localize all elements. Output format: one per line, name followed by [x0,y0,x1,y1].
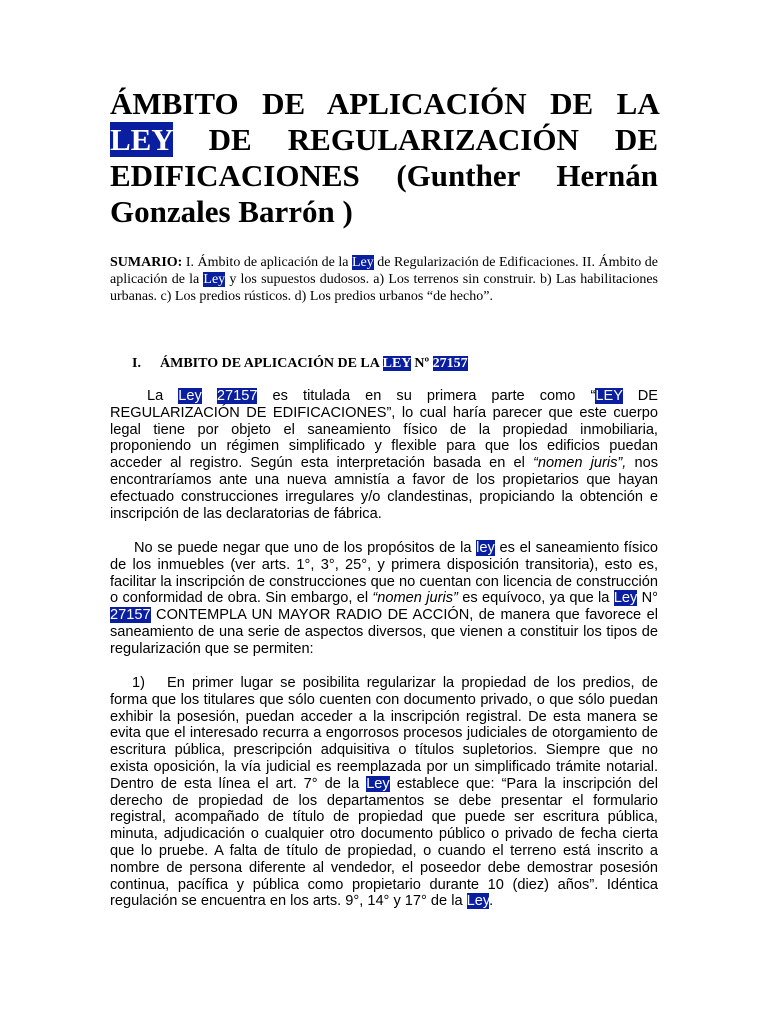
summary-text: de Regularización de Edificaciones. II. Ámbito de aplicación de la [110,255,658,287]
paragraph-text: es el saneamiento físico de los inmuebles (ver arts. 1°, 3°, 25°, y primera disposición transitoria), esto es, facilitar la inscripción de construcciones que no cuentan con licencia de construcción o conformidad de obra. Sin embargo, el [110,540,658,607]
paragraph-text: N° [637,590,658,607]
paragraph-1 [110,388,658,522]
highlight-ley: LEY [595,388,623,404]
paragraph-text: es titulada en su primera parte como “ [257,388,596,404]
section-heading-text: Nº [410,356,433,371]
summary-label: SUMARIO: [110,255,183,270]
highlight-ley: ley [476,540,495,556]
section-heading-text: ÁMBITO DE APLICACIÓN DE LA [160,356,383,371]
highlight-ley: Ley [203,272,226,287]
section-number: I. [132,356,141,371]
summary-text: y los supuestos dudosos. a) Los terrenos sin construir. b) Las habilitaciones urbanas. c) Los predios rústicos. d) Los predios urbanos “de hecho”. [110,272,659,304]
paragraph-text: es equívoco, ya que la [457,590,614,607]
summary-text: I. Ámbito de aplicación de la [182,255,352,270]
paragraph-text [202,388,217,404]
highlight-ley: Ley [366,775,390,792]
highlight-law-number: 27157 [216,388,258,404]
paragraph-text: CONTEMPLA UN MAYOR RADIO DE ACCIÓN, de manera que favorece el saneamiento de una serie de aspectos diversos, que vienen a constituir los tipos de regularización que se permiten: [110,607,658,657]
highlight-ley: Ley [613,590,638,607]
highlight-law-number: 27157 [110,607,151,624]
paragraph-text: No se puede negar que uno de los propósitos de la [134,540,477,556]
highlight-ley: LEY [382,356,411,371]
list-number: 1) [132,675,145,691]
emphasis-text: “nomen juris”, [533,455,627,472]
highlight-ley: Ley [178,388,202,404]
highlight-ley: LEY [110,122,173,157]
summary [110,254,658,305]
paragraph-text: En primer lugar se posibilita regularizar la propiedad de los predios, de forma que los titulares que sólo cuenten con documento privado, o que sólo puedan exhibir la posesión, puedan acceder a la inscripción registral. De esta manera se evita que el interesado recurra a engorrosos procesos judiciales de otorgamiento de escritura pública, prescripción adquisitiva o títulos supletorios. Siempre que no exista oposición, la vía judicial es reemplazada por un simplificado trámite notarial. Dentro de esta línea el art. 7° de la [110,675,658,792]
paragraph-2 [110,540,658,658]
highlight-ley: Ley [466,893,490,910]
paragraph-text: establece que: “Para la inscripción del derecho de propiedad de los departamentos se debe presentar el formulario registral, acompañado de título de propiedad que puede ser escritura pública, minuta, adjudicación o cualquier otro documento público o privado de fecha cierta que lo pruebe. A falta de título de propiedad, o cuando el terreno está inscrito a nombre de persona diferente al vendedor, el poseedor debe demostrar posesión continua, pacífica y pública como propietario durante 10 (diez) años”. Idéntica regulación se encuentra en los arts. 9°, 14° y 17° de la [110,775,659,910]
title-text: DE REGULARIZACIÓN DE EDIFICACIONES (Gunther Hernán [110,122,658,193]
title-text-last: Gonzales Barrón ) [110,194,353,229]
paragraph-text: . [489,893,494,910]
paragraph-text: DE REGULARIZACIÓN DE EDIFICACIONES”, lo cual haría parecer que este cuerpo legal tiene por objeto el saneamiento físico de la propiedad inmobiliaria, proponiendo un régimen simplificado y flexible para que los edificios puedan acceder al registro. Según esta interpretación basada en el [110,388,659,472]
section-heading [132,355,652,372]
paragraph-3 [110,675,658,910]
emphasis-text: “nomen juris” [372,590,458,607]
highlight-law-number: 27157 [432,356,468,371]
paragraph-text: nos encontraríamos ante una nueva amnistía a favor de los propietarios que hayan efectuado construcciones irregulares y/o clandestinas, propiciando la obtención e inscripción de las declaratorias de fábrica. [110,455,658,522]
highlight-ley: Ley [351,255,374,270]
document-title [110,86,658,230]
paragraph-text: La [147,388,179,404]
title-text: ÁMBITO DE APLICACIÓN DE LA [110,86,658,121]
